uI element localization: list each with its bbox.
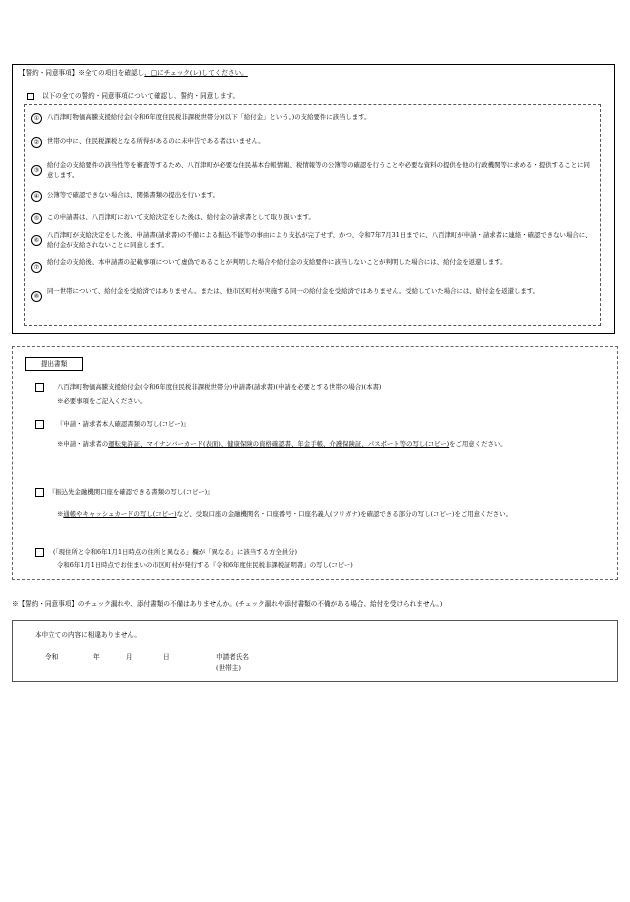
doc2-note xyxy=(57,439,587,449)
item-number: ⑧ xyxy=(31,291,42,302)
item-number: ② xyxy=(31,137,42,148)
item-text: 八百津町が支給決定をした後、申請書(請求書)の不備による振込不能等の事由により支払が完了せず、かつ、令和7年7月31日までに、八百津町が申請・請求者に連絡・確認できない場合に、給付金が支給されないことに同意します。 xyxy=(47,231,592,249)
documents-section xyxy=(12,346,618,580)
consent-header xyxy=(19,69,248,78)
month-label: 月 xyxy=(126,653,133,661)
agree-all-checkbox[interactable] xyxy=(27,93,34,100)
item-number: ⑥ xyxy=(31,235,42,246)
doc2-note-text-end: をご用意ください。 xyxy=(449,440,507,448)
doc4-label: 令和6年1月1日時点でお住まいの市区町村が発行する『令和6年度住民税非課税証明書』の写し(コピー) xyxy=(57,561,353,569)
item-text: 給付金の支給要件の該当性等を審査等するため、八百津町が必要な住民基本台帳情報、税情報等の公簿等の確認を行うことや必要な資料の提供を他の行政機関等に求める・提供することに同意します。 xyxy=(47,161,590,179)
doc3-note-text-end: など、受取口座の金融機関名・口座番号・口座名義人(フリガナ)を確認できる部分の写し(コピー)をご用意ください。 xyxy=(176,510,512,518)
doc2-note-underlined: 運転免許証、マイナンバーカード(表面)、健康保険の資格確認書、年金手帳、介護保険証、パスポート等の写し(コピー) xyxy=(108,440,450,448)
agree-all-label: 以下の全ての誓約・同意事項について確認し、誓約・同意します。 xyxy=(42,92,240,100)
doc2-label: 『申請・請求者本人確認書類の写し(コピー)』 xyxy=(57,420,190,428)
applicant-name-label: 申請者氏名 xyxy=(216,653,249,661)
item-text: 同一世帯について、給付金を受給済ではありません。または、他市区町村が実施する同一の給付金を受給済ではありません。受給していた場合には、給付金を返還します。 xyxy=(47,287,540,295)
statement-text: 本申立ての内容に相違ありません。 xyxy=(35,631,141,639)
item-text: 給付金の支給後、本申請書の記載事項について虚偽であることが判明した場合や給付金の支給要件に該当しないことが判明した場合には、給付金を返還します。 xyxy=(47,258,507,266)
check-reminder: ※【誓約・同意事項】のチェック漏れや、添付書類の不備はありませんか。(チェック漏れや添付書類の不備がある場合、給付を受けられません。) xyxy=(12,600,443,608)
item-number: ④ xyxy=(31,191,42,202)
doc4-checkbox[interactable] xyxy=(35,548,44,557)
day-label: 日 xyxy=(163,653,170,661)
signature-section xyxy=(12,620,618,682)
doc2-note-text: ※申請・請求者の xyxy=(57,440,109,448)
doc3-note xyxy=(57,509,587,519)
doc4-condition: (「現住所と令和6年1月1日時点の住所と異なる」欄が「異なる」に該当する方全員分) xyxy=(53,548,298,556)
doc2-checkbox[interactable] xyxy=(35,420,44,429)
doc1-label: 八百津町物価高騰支援給付金(令和6年度住民税非課税世帯分)申請書(請求書)(申請を必要とする世帯の場合)(本書) xyxy=(57,383,382,391)
doc3-note-underlined: 通帳やキャッシュカードの写し(コピー) xyxy=(63,510,177,518)
doc3-label: 『振込先金融機関口座を確認できる書類の写し(コピー)』 xyxy=(49,488,214,496)
documents-section-label: 提出書類 xyxy=(25,357,83,371)
consent-header-text: 【誓約・同意事項】※全ての項目を確認し xyxy=(19,69,145,77)
item-text: 世帯の中に、住民税課税となる所得があるのに未申告である者はいません。 xyxy=(47,137,265,145)
era-label: 令和 xyxy=(45,653,59,661)
item-text: 公簿等で確認できない場合は、関係書類の提出を行います。 xyxy=(47,191,220,199)
consent-section xyxy=(12,64,615,334)
item-number: ③ xyxy=(31,165,42,176)
consent-header-instruction: 、□にチェック(レ)してください。 xyxy=(144,69,248,77)
doc1-checkbox[interactable] xyxy=(35,383,44,392)
doc1-note: ※必要事項をご記入ください。 xyxy=(57,397,147,405)
item-text: この申請書は、八百津町において支給決定をした後は、給付金の請求書として取り扱います。 xyxy=(47,213,315,221)
item-text: 八百津町物価高騰支援給付金(令和6年度住民税非課税世帯分)(以下「給付金」という。)の支給要件に該当します。 xyxy=(47,113,371,121)
item-number: ⑤ xyxy=(31,213,42,224)
consent-items-box xyxy=(24,104,601,326)
year-label: 年 xyxy=(93,653,100,661)
doc3-note-text: ※ xyxy=(57,510,64,518)
doc3-checkbox[interactable] xyxy=(35,488,44,497)
applicant-name-sub: (世帯主) xyxy=(216,664,241,672)
item-number: ⑦ xyxy=(31,262,42,273)
item-number: ① xyxy=(31,113,42,124)
agree-all-row[interactable] xyxy=(27,92,239,101)
